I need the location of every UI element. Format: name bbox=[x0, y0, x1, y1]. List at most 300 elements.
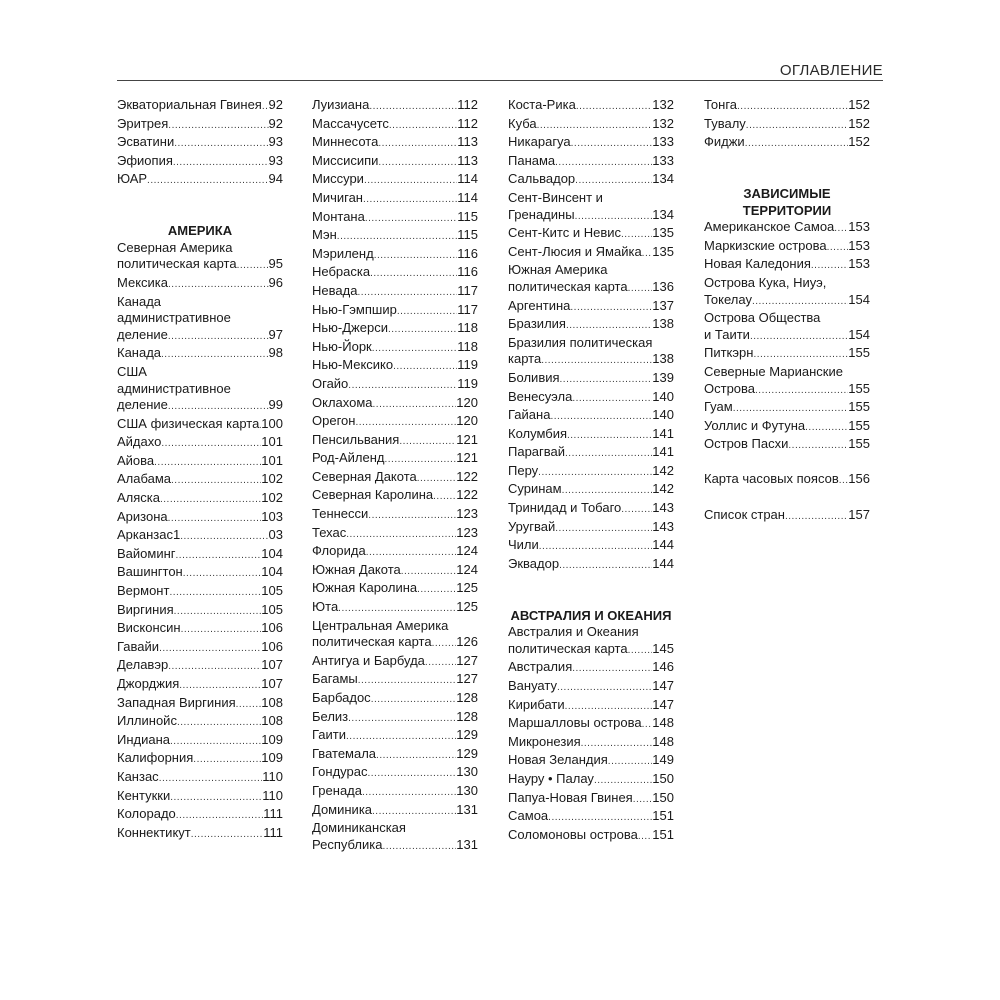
page-number: 111 bbox=[263, 806, 283, 822]
entry-title: Миннесота bbox=[312, 134, 379, 150]
entry-row bbox=[508, 225, 674, 244]
entry-row bbox=[312, 525, 478, 544]
toc-entry[interactable] bbox=[117, 134, 283, 153]
toc-entry[interactable] bbox=[508, 298, 674, 317]
toc-entry[interactable] bbox=[312, 543, 478, 562]
entry-title-line: Доминиканская bbox=[312, 820, 406, 836]
page-number: 98 bbox=[268, 345, 283, 361]
page-number: 124 bbox=[456, 543, 478, 559]
toc-entry[interactable] bbox=[508, 370, 674, 389]
page-number: 105 bbox=[261, 583, 283, 599]
toc-entry[interactable] bbox=[312, 820, 478, 855]
entry-title: Экваториальная Гвинея bbox=[117, 97, 262, 112]
spacer bbox=[704, 169, 870, 186]
toc-entry[interactable] bbox=[312, 339, 478, 358]
dot-leader bbox=[550, 409, 652, 426]
toc-entry[interactable] bbox=[704, 134, 870, 153]
toc-entry[interactable] bbox=[117, 171, 283, 190]
toc-entry[interactable] bbox=[508, 519, 674, 538]
page-number: 110 bbox=[262, 768, 283, 784]
page-number: 128 bbox=[456, 690, 478, 705]
entry-row bbox=[312, 320, 478, 339]
toc-entry[interactable] bbox=[117, 602, 283, 621]
page-number: 124 bbox=[456, 561, 478, 577]
entry-title: Сальвадор bbox=[508, 171, 576, 187]
toc-entry[interactable] bbox=[312, 320, 478, 339]
section-heading: АВСТРАЛИЯ И ОКЕАНИЯ bbox=[510, 607, 672, 623]
entry-title: Айова bbox=[117, 452, 155, 468]
dot-leader bbox=[541, 353, 652, 370]
dot-leader bbox=[557, 680, 652, 697]
toc-entry[interactable] bbox=[312, 450, 478, 469]
toc-entry[interactable] bbox=[117, 240, 283, 275]
entry-row bbox=[508, 808, 674, 827]
entry-row bbox=[312, 543, 478, 562]
toc-entry[interactable] bbox=[117, 639, 283, 658]
dot-leader bbox=[170, 734, 261, 751]
page-number: 133 bbox=[652, 134, 674, 150]
entry-title: Миссури bbox=[312, 171, 364, 187]
entry-row bbox=[704, 471, 870, 490]
toc-entry[interactable] bbox=[312, 618, 478, 653]
page-number: 142 bbox=[652, 462, 674, 478]
dot-leader bbox=[371, 692, 457, 709]
page-number: 102 bbox=[261, 471, 283, 487]
page-number: 127 bbox=[456, 671, 478, 687]
toc-entry[interactable] bbox=[704, 275, 870, 310]
entry-title: Западная Виргиния bbox=[117, 694, 236, 710]
dot-leader bbox=[567, 428, 652, 445]
entry-row bbox=[312, 599, 478, 618]
toc-entry[interactable] bbox=[117, 713, 283, 732]
page-number: 147 bbox=[652, 696, 674, 712]
page-number: 128 bbox=[456, 708, 478, 724]
toc-entry[interactable] bbox=[117, 676, 283, 695]
toc-entry[interactable] bbox=[117, 453, 283, 472]
dot-leader bbox=[785, 509, 848, 526]
spacer bbox=[704, 455, 870, 472]
toc-entry[interactable] bbox=[312, 653, 478, 672]
entry-row bbox=[508, 678, 674, 697]
page-number: 125 bbox=[456, 599, 478, 615]
toc-entry[interactable] bbox=[312, 190, 478, 209]
entry-row bbox=[508, 134, 674, 153]
toc-entry[interactable] bbox=[312, 209, 478, 228]
toc-entry[interactable] bbox=[508, 316, 674, 335]
page-number: 157 bbox=[848, 506, 870, 522]
toc-entry[interactable] bbox=[312, 97, 478, 116]
entry-title: Суринам bbox=[508, 481, 562, 497]
entry-title: Аргентина bbox=[508, 297, 571, 313]
toc-entry[interactable] bbox=[117, 806, 283, 825]
toc-entry[interactable] bbox=[312, 227, 478, 246]
entry-row bbox=[117, 527, 283, 546]
toc-entry[interactable] bbox=[312, 727, 478, 746]
dot-leader bbox=[168, 511, 262, 528]
toc-entry[interactable] bbox=[508, 171, 674, 190]
entry-title: Канзас bbox=[117, 768, 159, 784]
entry-title: Микронезия bbox=[508, 733, 581, 749]
spacer bbox=[117, 207, 283, 224]
toc-entry[interactable] bbox=[117, 620, 283, 639]
entry-row bbox=[508, 279, 674, 298]
toc-entry[interactable] bbox=[312, 690, 478, 709]
toc-entry[interactable] bbox=[704, 310, 870, 345]
toc-entry[interactable] bbox=[312, 783, 478, 802]
entry-row bbox=[508, 116, 674, 135]
dot-leader bbox=[753, 347, 848, 364]
toc-entry[interactable] bbox=[508, 500, 674, 519]
dot-leader bbox=[154, 455, 261, 472]
entry-title: Гондурас bbox=[312, 764, 368, 780]
toc-entry[interactable] bbox=[704, 471, 870, 490]
entry-row bbox=[117, 825, 283, 844]
page-number: 117 bbox=[457, 282, 478, 298]
toc-entry[interactable] bbox=[312, 153, 478, 172]
dot-leader bbox=[566, 318, 652, 335]
page-number: 93 bbox=[268, 134, 283, 150]
entry-title: Теннесси bbox=[312, 506, 369, 522]
page-number: 104 bbox=[261, 545, 283, 561]
toc-entry[interactable] bbox=[117, 116, 283, 135]
entry-row bbox=[117, 695, 283, 714]
dot-leader bbox=[572, 391, 652, 408]
page-number: 139 bbox=[652, 369, 674, 385]
entry-title: Уоллис и Футуна bbox=[704, 417, 806, 433]
entry-title: Арканзас1 bbox=[117, 527, 181, 543]
entry-row bbox=[117, 806, 283, 825]
toc-entry[interactable] bbox=[117, 345, 283, 364]
entry-title: Род-Айленд bbox=[312, 450, 385, 466]
toc-entry[interactable] bbox=[508, 116, 674, 135]
toc-entry[interactable] bbox=[508, 389, 674, 408]
entry-row bbox=[508, 519, 674, 538]
toc-entry[interactable] bbox=[312, 432, 478, 451]
toc-entry[interactable] bbox=[508, 244, 674, 263]
entry-title: Массачусетс bbox=[312, 115, 389, 131]
toc-entry[interactable] bbox=[117, 509, 283, 528]
toc-entry[interactable] bbox=[312, 283, 478, 302]
toc-entry[interactable] bbox=[508, 556, 674, 575]
toc-entry[interactable] bbox=[704, 345, 870, 364]
entry-row bbox=[312, 487, 478, 506]
toc-entry[interactable] bbox=[508, 734, 674, 753]
dot-leader bbox=[594, 773, 652, 790]
dot-leader bbox=[562, 483, 653, 500]
dot-leader bbox=[628, 643, 653, 660]
toc-entry[interactable] bbox=[117, 546, 283, 565]
entry-title: Республика bbox=[312, 836, 383, 852]
toc-entry[interactable] bbox=[312, 746, 478, 765]
toc-entry[interactable] bbox=[508, 771, 674, 790]
toc-entry[interactable] bbox=[704, 238, 870, 257]
toc-entry[interactable] bbox=[704, 116, 870, 135]
entry-title: Невада bbox=[312, 282, 358, 298]
toc-entry[interactable] bbox=[117, 527, 283, 546]
entry-title: Гватемала bbox=[312, 745, 377, 761]
dot-leader bbox=[358, 673, 457, 690]
toc-entry[interactable] bbox=[508, 407, 674, 426]
toc-entry[interactable] bbox=[117, 97, 283, 116]
toc-entry[interactable] bbox=[508, 134, 674, 153]
dot-leader bbox=[168, 118, 268, 135]
page-number: 132 bbox=[652, 97, 674, 112]
entry-title: Сент-Китс и Невис bbox=[508, 225, 621, 241]
dot-leader bbox=[560, 372, 653, 389]
entry-row bbox=[117, 275, 283, 294]
dot-leader bbox=[384, 452, 456, 469]
toc-entry[interactable] bbox=[508, 659, 674, 678]
entry-row bbox=[508, 97, 674, 116]
entry-row bbox=[312, 450, 478, 469]
spacer bbox=[704, 153, 870, 170]
page-number: 153 bbox=[848, 237, 870, 253]
entry-row bbox=[312, 209, 478, 228]
entry-title: Нью-Йорк bbox=[312, 338, 372, 354]
toc-entry[interactable] bbox=[312, 134, 478, 153]
dot-leader bbox=[160, 492, 261, 509]
entry-title: Висконсин bbox=[117, 620, 181, 636]
toc-entry[interactable] bbox=[508, 752, 674, 771]
toc-entry[interactable] bbox=[117, 153, 283, 172]
page-number: 147 bbox=[652, 678, 674, 693]
page-number: 93 bbox=[268, 152, 283, 168]
page-number: 119 bbox=[457, 375, 478, 391]
toc-entry[interactable] bbox=[117, 750, 283, 769]
dot-leader bbox=[401, 564, 457, 581]
toc-entry[interactable] bbox=[117, 564, 283, 583]
page-number: 121 bbox=[456, 431, 478, 447]
toc-entry[interactable] bbox=[312, 802, 478, 821]
entry-row bbox=[704, 116, 870, 135]
toc-entry[interactable] bbox=[312, 171, 478, 190]
toc-entry[interactable] bbox=[508, 335, 674, 370]
toc-entry[interactable] bbox=[312, 709, 478, 728]
entry-title: Тувалу bbox=[704, 115, 746, 131]
page-number: 153 bbox=[848, 256, 870, 272]
entry-row bbox=[704, 327, 870, 346]
toc-entry[interactable] bbox=[704, 364, 870, 399]
entry-title: Никарагуа bbox=[508, 134, 571, 150]
entry-title: и Таити bbox=[704, 326, 750, 342]
toc-entry[interactable] bbox=[117, 364, 283, 416]
toc-entry[interactable] bbox=[312, 506, 478, 525]
toc-entry[interactable] bbox=[312, 469, 478, 488]
toc-entry[interactable] bbox=[508, 463, 674, 482]
toc-entry[interactable] bbox=[312, 302, 478, 321]
page-number: 140 bbox=[652, 388, 674, 404]
entry-title: Гайана bbox=[508, 407, 551, 423]
entry-title: Бразилия bbox=[508, 316, 566, 332]
toc-entry[interactable] bbox=[312, 562, 478, 581]
entry-row bbox=[312, 134, 478, 153]
entry-title: Мэриленд bbox=[312, 245, 374, 261]
entry-row bbox=[312, 562, 478, 581]
toc-entry[interactable] bbox=[312, 116, 478, 135]
toc-entry[interactable] bbox=[704, 219, 870, 238]
toc-entry[interactable] bbox=[312, 525, 478, 544]
toc-entry[interactable] bbox=[312, 395, 478, 414]
dot-leader bbox=[581, 736, 653, 753]
entry-title: Список стран bbox=[704, 506, 785, 522]
toc-entry[interactable] bbox=[508, 262, 674, 297]
toc-entry[interactable] bbox=[117, 471, 283, 490]
toc-entry[interactable] bbox=[312, 764, 478, 783]
toc-entry[interactable] bbox=[508, 481, 674, 500]
entry-row bbox=[508, 715, 674, 734]
toc-entry[interactable] bbox=[508, 444, 674, 463]
page-number: 154 bbox=[848, 291, 870, 307]
page-number: 155 bbox=[848, 436, 870, 452]
toc-entry[interactable] bbox=[312, 487, 478, 506]
entry-title: Карта часовых поясов bbox=[704, 471, 839, 487]
toc-entry[interactable] bbox=[117, 657, 283, 676]
page-number: 127 bbox=[456, 652, 478, 668]
dot-leader bbox=[633, 792, 653, 809]
toc-entry[interactable] bbox=[117, 769, 283, 788]
toc-entry[interactable] bbox=[508, 715, 674, 734]
dot-leader bbox=[364, 173, 457, 190]
dot-leader bbox=[346, 729, 456, 746]
dot-leader bbox=[555, 521, 652, 538]
header-rule bbox=[117, 80, 883, 81]
dot-leader bbox=[367, 766, 456, 783]
entry-title-line: административное bbox=[117, 380, 231, 396]
page-number: 92 bbox=[268, 115, 283, 131]
entry-title: Папуа-Новая Гвинея bbox=[508, 789, 633, 805]
toc-entry[interactable] bbox=[704, 436, 870, 455]
entry-row bbox=[508, 697, 674, 716]
toc-entry[interactable] bbox=[117, 732, 283, 751]
toc-entry[interactable] bbox=[117, 583, 283, 602]
page-number: 131 bbox=[456, 836, 478, 852]
toc-entry[interactable] bbox=[312, 246, 478, 265]
dot-leader bbox=[576, 99, 652, 116]
entry-title: Тринидад и Тобаго bbox=[508, 500, 622, 516]
page-number: 136 bbox=[652, 278, 674, 294]
entry-row bbox=[312, 153, 478, 172]
entry-row bbox=[312, 506, 478, 525]
toc-entry[interactable] bbox=[508, 678, 674, 697]
entry-row bbox=[312, 432, 478, 451]
toc-entry[interactable] bbox=[508, 190, 674, 225]
entry-title-line: Южная Америка bbox=[508, 262, 608, 278]
toc-entry[interactable] bbox=[508, 827, 674, 846]
page-number: 143 bbox=[652, 500, 674, 516]
entry-title: Южная Дакота bbox=[312, 561, 401, 577]
dot-leader bbox=[374, 248, 458, 265]
entry-title: Токелау bbox=[704, 291, 752, 307]
page-number: 118 bbox=[457, 320, 478, 336]
toc-entry[interactable] bbox=[508, 697, 674, 716]
page-number: 152 bbox=[848, 115, 870, 131]
toc-entry[interactable] bbox=[704, 418, 870, 437]
entry-row bbox=[312, 171, 478, 190]
entry-row bbox=[508, 316, 674, 335]
dot-leader bbox=[147, 173, 268, 190]
page-number: 155 bbox=[848, 399, 870, 415]
page-number: 106 bbox=[261, 638, 283, 654]
entry-title: Коста-Рика bbox=[508, 97, 576, 112]
page-number: 141 bbox=[652, 444, 674, 460]
toc-entry[interactable] bbox=[508, 537, 674, 556]
toc-entry[interactable] bbox=[704, 507, 870, 526]
entry-title: Новая Каледония bbox=[704, 256, 811, 272]
toc-entry[interactable] bbox=[508, 624, 674, 659]
toc-entry[interactable] bbox=[117, 275, 283, 294]
dot-leader bbox=[570, 300, 652, 317]
entry-row bbox=[704, 381, 870, 400]
page-number: 94 bbox=[268, 171, 283, 187]
entry-title: Мексика bbox=[117, 274, 169, 290]
toc-entry[interactable] bbox=[117, 825, 283, 844]
toc-entry[interactable] bbox=[117, 434, 283, 453]
toc-entry[interactable] bbox=[117, 416, 283, 435]
page-number: 95 bbox=[268, 256, 283, 272]
toc-entry[interactable] bbox=[704, 256, 870, 275]
toc-entry[interactable] bbox=[508, 153, 674, 172]
spacer bbox=[704, 490, 870, 507]
page-number: 123 bbox=[456, 524, 478, 540]
page-number: 135 bbox=[652, 243, 674, 259]
dot-leader bbox=[389, 118, 457, 135]
toc-entry[interactable] bbox=[312, 599, 478, 618]
entry-title: Куба bbox=[508, 115, 537, 131]
dot-leader bbox=[183, 566, 262, 583]
toc-entry[interactable] bbox=[704, 97, 870, 116]
toc-entry[interactable] bbox=[312, 413, 478, 432]
toc-column-1 bbox=[117, 97, 283, 843]
toc-entry[interactable] bbox=[312, 357, 478, 376]
entry-row bbox=[117, 153, 283, 172]
toc-entry[interactable] bbox=[312, 671, 478, 690]
toc-entry[interactable] bbox=[508, 426, 674, 445]
toc-entry[interactable] bbox=[117, 490, 283, 509]
page-number: 109 bbox=[261, 731, 283, 747]
toc-entry[interactable] bbox=[117, 294, 283, 346]
dot-leader bbox=[237, 258, 269, 275]
entry-title: Индиана bbox=[117, 731, 171, 747]
toc-entry[interactable] bbox=[508, 790, 674, 809]
toc-entry[interactable] bbox=[704, 399, 870, 418]
entry-row bbox=[312, 227, 478, 246]
dot-leader bbox=[572, 661, 652, 678]
toc-entry[interactable] bbox=[508, 97, 674, 116]
toc-entry[interactable] bbox=[117, 788, 283, 807]
entry-title: США физическая карта bbox=[117, 415, 260, 431]
toc-entry[interactable] bbox=[508, 808, 674, 827]
page-number: 112 bbox=[457, 97, 478, 112]
entry-title: Вануату bbox=[508, 678, 557, 693]
toc-entry[interactable] bbox=[508, 225, 674, 244]
page-number: 121 bbox=[456, 450, 478, 466]
page-number: 105 bbox=[261, 601, 283, 617]
toc-entry[interactable] bbox=[312, 580, 478, 599]
toc-entry[interactable] bbox=[312, 376, 478, 395]
toc-entry[interactable] bbox=[117, 695, 283, 714]
page-number: 113 bbox=[457, 152, 478, 168]
entry-title: Гавайи bbox=[117, 638, 160, 654]
entry-title: политическая карта bbox=[117, 256, 237, 272]
page-number: 103 bbox=[261, 508, 283, 524]
toc-entry[interactable] bbox=[312, 264, 478, 283]
page-number: 104 bbox=[261, 564, 283, 580]
entry-row bbox=[508, 351, 674, 370]
entry-title: Нью-Мексико bbox=[312, 357, 394, 373]
entry-row bbox=[117, 732, 283, 751]
dot-leader bbox=[432, 636, 457, 653]
entry-row bbox=[508, 752, 674, 771]
